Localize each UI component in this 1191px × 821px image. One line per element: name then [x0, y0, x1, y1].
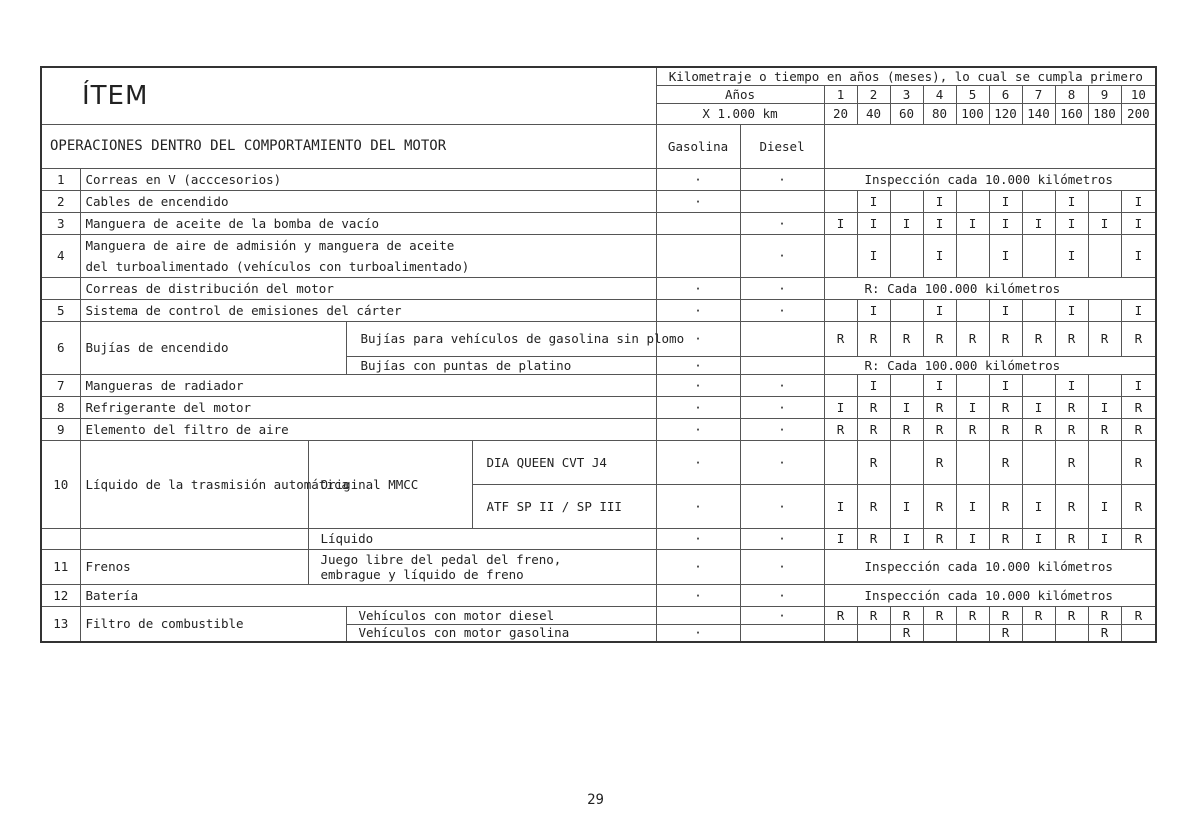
item-number: 7	[41, 374, 80, 396]
gasolina-mark: ·	[656, 321, 740, 356]
item-number: 6	[41, 321, 80, 374]
table-row	[41, 440, 1156, 484]
schedule-cell: R	[1121, 484, 1156, 528]
gasolina-mark: ·	[656, 299, 740, 321]
schedule-cell: I	[1121, 299, 1156, 321]
item-name: Filtro de combustible	[80, 606, 346, 642]
schedule-cell: I	[857, 212, 890, 234]
schedule-cell	[857, 624, 890, 642]
schedule-cell: R	[1055, 396, 1088, 418]
year-header: 8	[1055, 85, 1088, 103]
schedule-cell: R	[1055, 321, 1088, 356]
schedule-cell	[824, 440, 857, 484]
schedule-cell: I	[923, 374, 956, 396]
table-row	[41, 374, 1156, 396]
diesel-mark: ·	[740, 440, 824, 484]
schedule-cell: R	[890, 321, 923, 356]
item-number: 8	[41, 396, 80, 418]
gasolina-mark: ·	[656, 396, 740, 418]
schedule-cell: I	[824, 212, 857, 234]
schedule-cell: R	[857, 321, 890, 356]
schedule-cell: I	[857, 234, 890, 277]
schedule-cell: R	[1121, 440, 1156, 484]
schedule-cell: I	[956, 484, 989, 528]
gasolina-mark: ·	[656, 190, 740, 212]
sub-item: Vehículos con motor gasolina	[346, 624, 656, 642]
schedule-cell	[824, 299, 857, 321]
table-row	[41, 549, 1156, 584]
diesel-mark	[740, 624, 824, 642]
item-number: 3	[41, 212, 80, 234]
item-number: 10	[41, 440, 80, 528]
schedule-cell: I	[1055, 234, 1088, 277]
km-header: 120	[989, 103, 1022, 124]
item-number: 1	[41, 168, 80, 190]
item-number	[41, 528, 80, 549]
diesel-mark	[740, 356, 824, 374]
item-name: Correas de distribución del motor	[80, 277, 656, 299]
diesel-header: Diesel	[740, 124, 824, 168]
schedule-cell: I	[1055, 190, 1088, 212]
item-name: Cables de encendido	[80, 190, 656, 212]
item-number: 13	[41, 606, 80, 642]
page-number: 29	[587, 792, 604, 808]
gasolina-mark: ·	[656, 356, 740, 374]
blank-cell	[824, 124, 1156, 168]
item-name: Refrigerante del motor	[80, 396, 656, 418]
operations-title: OPERACIONES DENTRO DEL COMPORTAMIENTO DEL MOTOR	[41, 124, 656, 168]
year-header: 5	[956, 85, 989, 103]
schedule-cell	[1088, 440, 1121, 484]
schedule-cell: R	[857, 418, 890, 440]
sub-item	[308, 549, 656, 584]
gasolina-mark	[656, 234, 740, 277]
item-name: Líquido de la trasmisión automática	[80, 440, 308, 528]
schedule-cell	[956, 299, 989, 321]
table-row	[41, 418, 1156, 440]
table-row	[41, 277, 1156, 299]
schedule-cell: R	[1055, 440, 1088, 484]
schedule-cell: R	[857, 440, 890, 484]
table-row	[41, 168, 1156, 190]
schedule-cell: R	[989, 321, 1022, 356]
schedule-cell: R	[989, 484, 1022, 528]
table-row	[41, 321, 1156, 356]
schedule-cell: I	[989, 374, 1022, 396]
item-number: 5	[41, 299, 80, 321]
km-header: 100	[956, 103, 989, 124]
diesel-mark: ·	[740, 168, 824, 190]
table-row	[41, 124, 1156, 168]
schedule-cell: R	[956, 606, 989, 624]
schedule-cell: I	[857, 190, 890, 212]
schedule-cell: R	[857, 396, 890, 418]
schedule-cell	[1121, 624, 1156, 642]
schedule-cell	[1088, 190, 1121, 212]
schedule-cell: R	[1055, 484, 1088, 528]
schedule-cell	[1022, 299, 1055, 321]
year-header: 2	[857, 85, 890, 103]
schedule-cell: R	[923, 396, 956, 418]
schedule-cell: R	[989, 606, 1022, 624]
schedule-cell: I	[1088, 484, 1121, 528]
fluid-type: DIA QUEEN CVT J4	[472, 440, 656, 484]
schedule-cell: R	[989, 396, 1022, 418]
interval-note: Inspección cada 10.000 kilómetros	[824, 584, 1156, 606]
gasolina-mark: ·	[656, 277, 740, 299]
table-row	[41, 299, 1156, 321]
table-row	[41, 606, 1156, 624]
sub-item-line: embrague y líquido de freno	[320, 566, 524, 582]
km-header: 160	[1055, 103, 1088, 124]
item-name-line: del turboalimentado (vehículos con turboalimentado)	[85, 258, 470, 274]
sub-item: Original MMCC	[308, 440, 472, 528]
schedule-cell	[824, 190, 857, 212]
diesel-mark: ·	[740, 606, 824, 624]
gasolina-mark: ·	[656, 624, 740, 642]
schedule-cell: I	[1088, 396, 1121, 418]
schedule-cell: R	[923, 440, 956, 484]
km-header: 40	[857, 103, 890, 124]
diesel-mark: ·	[740, 549, 824, 584]
sub-item: Líquido	[308, 528, 656, 549]
gasolina-mark: ·	[656, 549, 740, 584]
schedule-cell: I	[857, 374, 890, 396]
fluid-type: ATF SP II / SP III	[472, 484, 656, 528]
schedule-cell: R	[923, 321, 956, 356]
item-name: Correas en V (acccesorios)	[80, 168, 656, 190]
schedule-cell	[890, 374, 923, 396]
item-name: Mangueras de radiador	[80, 374, 656, 396]
table-row	[41, 212, 1156, 234]
table-row	[41, 190, 1156, 212]
diesel-mark: ·	[740, 584, 824, 606]
schedule-cell: R	[1088, 606, 1121, 624]
item-number	[41, 277, 80, 299]
schedule-cell	[956, 624, 989, 642]
maintenance-table	[40, 66, 1157, 643]
schedule-cell: R	[1088, 624, 1121, 642]
schedule-cell: I	[1022, 528, 1055, 549]
year-header: 10	[1121, 85, 1156, 103]
schedule-cell: I	[989, 299, 1022, 321]
table-row	[41, 528, 1156, 549]
interval-note: R: Cada 100.000 kilómetros	[824, 277, 1156, 299]
schedule-cell	[890, 234, 923, 277]
item-number: 12	[41, 584, 80, 606]
schedule-cell: R	[923, 418, 956, 440]
diesel-mark	[740, 190, 824, 212]
schedule-cell	[824, 624, 857, 642]
schedule-cell	[824, 374, 857, 396]
schedule-cell	[1022, 234, 1055, 277]
sub-item: Bujías para vehículos de gasolina sin plomo	[346, 321, 656, 356]
schedule-cell: R	[956, 418, 989, 440]
schedule-cell: R	[1088, 321, 1121, 356]
item-name-line: Manguera de aire de admisión y manguera de aceite	[85, 237, 455, 253]
schedule-cell: R	[989, 440, 1022, 484]
period-title: Kilometraje o tiempo en años (meses), lo cual se cumpla primero	[656, 67, 1156, 85]
item-number: 11	[41, 549, 80, 584]
years-label: Años	[656, 85, 824, 103]
schedule-cell: R	[1055, 418, 1088, 440]
gasolina-mark	[656, 606, 740, 624]
schedule-cell	[1022, 624, 1055, 642]
km-header: 180	[1088, 103, 1121, 124]
table-row	[41, 396, 1156, 418]
schedule-cell: I	[1088, 212, 1121, 234]
schedule-cell: I	[1121, 234, 1156, 277]
schedule-cell: R	[890, 606, 923, 624]
schedule-cell: I	[956, 396, 989, 418]
schedule-cell: R	[1055, 528, 1088, 549]
gasolina-mark: ·	[656, 484, 740, 528]
schedule-cell	[956, 440, 989, 484]
schedule-cell: R	[824, 606, 857, 624]
schedule-cell	[1022, 440, 1055, 484]
schedule-cell: I	[824, 484, 857, 528]
diesel-mark: ·	[740, 396, 824, 418]
schedule-cell: I	[923, 234, 956, 277]
schedule-cell: I	[956, 528, 989, 549]
schedule-cell	[1088, 234, 1121, 277]
schedule-cell: I	[1022, 396, 1055, 418]
schedule-cell: R	[989, 528, 1022, 549]
schedule-cell: I	[1022, 484, 1055, 528]
sub-item: Vehículos con motor diesel	[346, 606, 656, 624]
schedule-cell: R	[1121, 321, 1156, 356]
km-header: 60	[890, 103, 923, 124]
year-header: 9	[1088, 85, 1121, 103]
schedule-cell: I	[890, 212, 923, 234]
schedule-cell	[824, 234, 857, 277]
schedule-cell	[956, 234, 989, 277]
schedule-cell: R	[1121, 418, 1156, 440]
schedule-cell	[1022, 374, 1055, 396]
schedule-cell	[1088, 299, 1121, 321]
schedule-cell: R	[956, 321, 989, 356]
schedule-cell: I	[1121, 374, 1156, 396]
schedule-cell: I	[989, 190, 1022, 212]
interval-note: R: Cada 100.000 kilómetros	[824, 356, 1156, 374]
schedule-cell: R	[923, 528, 956, 549]
schedule-cell: R	[1121, 396, 1156, 418]
schedule-cell: I	[824, 528, 857, 549]
gasolina-header: Gasolina	[656, 124, 740, 168]
schedule-cell: I	[890, 396, 923, 418]
schedule-cell: I	[890, 528, 923, 549]
year-header: 7	[1022, 85, 1055, 103]
item-number: 4	[41, 234, 80, 277]
item-number: 2	[41, 190, 80, 212]
diesel-mark: ·	[740, 484, 824, 528]
schedule-cell: R	[1022, 321, 1055, 356]
item-name: Frenos	[80, 549, 308, 584]
schedule-cell: I	[890, 484, 923, 528]
diesel-mark: ·	[740, 528, 824, 549]
schedule-cell	[1088, 374, 1121, 396]
schedule-cell: I	[956, 212, 989, 234]
schedule-cell: R	[857, 528, 890, 549]
item-name: Bujías de encendido	[80, 321, 346, 374]
schedule-cell	[956, 374, 989, 396]
schedule-cell: R	[989, 418, 1022, 440]
schedule-cell: I	[923, 190, 956, 212]
km-header: 200	[1121, 103, 1156, 124]
schedule-cell: I	[857, 299, 890, 321]
gasolina-mark: ·	[656, 528, 740, 549]
schedule-cell: R	[989, 624, 1022, 642]
schedule-cell: R	[923, 484, 956, 528]
item-title: ÍTEM	[41, 67, 656, 124]
diesel-mark: ·	[740, 234, 824, 277]
schedule-cell: I	[1022, 212, 1055, 234]
gasolina-mark: ·	[656, 440, 740, 484]
schedule-cell	[1055, 624, 1088, 642]
schedule-cell: R	[1088, 418, 1121, 440]
schedule-cell: R	[824, 418, 857, 440]
item-name: Batería	[80, 584, 656, 606]
gasolina-mark: ·	[656, 418, 740, 440]
schedule-cell: I	[824, 396, 857, 418]
schedule-cell: I	[1055, 374, 1088, 396]
diesel-mark: ·	[740, 299, 824, 321]
schedule-cell: I	[1121, 212, 1156, 234]
item-number: 9	[41, 418, 80, 440]
table-row	[41, 67, 1156, 85]
table-row	[41, 234, 1156, 277]
schedule-cell	[923, 624, 956, 642]
year-header: 6	[989, 85, 1022, 103]
diesel-mark	[740, 321, 824, 356]
year-header: 3	[890, 85, 923, 103]
schedule-cell: R	[857, 484, 890, 528]
schedule-cell: R	[1055, 606, 1088, 624]
year-header: 1	[824, 85, 857, 103]
schedule-cell: R	[890, 418, 923, 440]
gasolina-mark: ·	[656, 584, 740, 606]
schedule-cell: I	[923, 299, 956, 321]
gasolina-mark: ·	[656, 374, 740, 396]
item-name: Manguera de aceite de la bomba de vacío	[80, 212, 656, 234]
schedule-cell: I	[989, 234, 1022, 277]
item-name	[80, 234, 656, 277]
interval-note: Inspección cada 10.000 kilómetros	[824, 168, 1156, 190]
schedule-cell: I	[1121, 190, 1156, 212]
year-header: 4	[923, 85, 956, 103]
schedule-cell	[890, 190, 923, 212]
diesel-mark: ·	[740, 374, 824, 396]
diesel-mark: ·	[740, 212, 824, 234]
item-name: Elemento del filtro de aire	[80, 418, 656, 440]
schedule-cell: I	[1055, 212, 1088, 234]
schedule-cell: R	[857, 606, 890, 624]
item-name: Sistema de control de emisiones del cárter	[80, 299, 656, 321]
schedule-cell: I	[989, 212, 1022, 234]
sub-item-line: Juego libre del pedal del freno,	[320, 551, 562, 567]
diesel-mark: ·	[740, 418, 824, 440]
schedule-cell	[956, 190, 989, 212]
sub-item: Bujías con puntas de platino	[346, 356, 656, 374]
km-header: 80	[923, 103, 956, 124]
interval-note: Inspección cada 10.000 kilómetros	[824, 549, 1156, 584]
diesel-mark: ·	[740, 277, 824, 299]
schedule-cell: R	[1121, 606, 1156, 624]
schedule-cell	[1022, 190, 1055, 212]
item-name	[80, 528, 308, 549]
table-row	[41, 584, 1156, 606]
schedule-cell: I	[1055, 299, 1088, 321]
schedule-cell: R	[890, 624, 923, 642]
schedule-cell: I	[923, 212, 956, 234]
km-header: 140	[1022, 103, 1055, 124]
schedule-cell: R	[1022, 606, 1055, 624]
km-label: X 1.000 km	[656, 103, 824, 124]
schedule-cell: R	[1022, 418, 1055, 440]
gasolina-mark: ·	[656, 168, 740, 190]
schedule-cell	[890, 440, 923, 484]
km-header: 20	[824, 103, 857, 124]
schedule-cell	[890, 299, 923, 321]
schedule-cell: I	[1088, 528, 1121, 549]
schedule-cell: R	[1121, 528, 1156, 549]
schedule-cell: R	[923, 606, 956, 624]
gasolina-mark	[656, 212, 740, 234]
schedule-cell: R	[824, 321, 857, 356]
